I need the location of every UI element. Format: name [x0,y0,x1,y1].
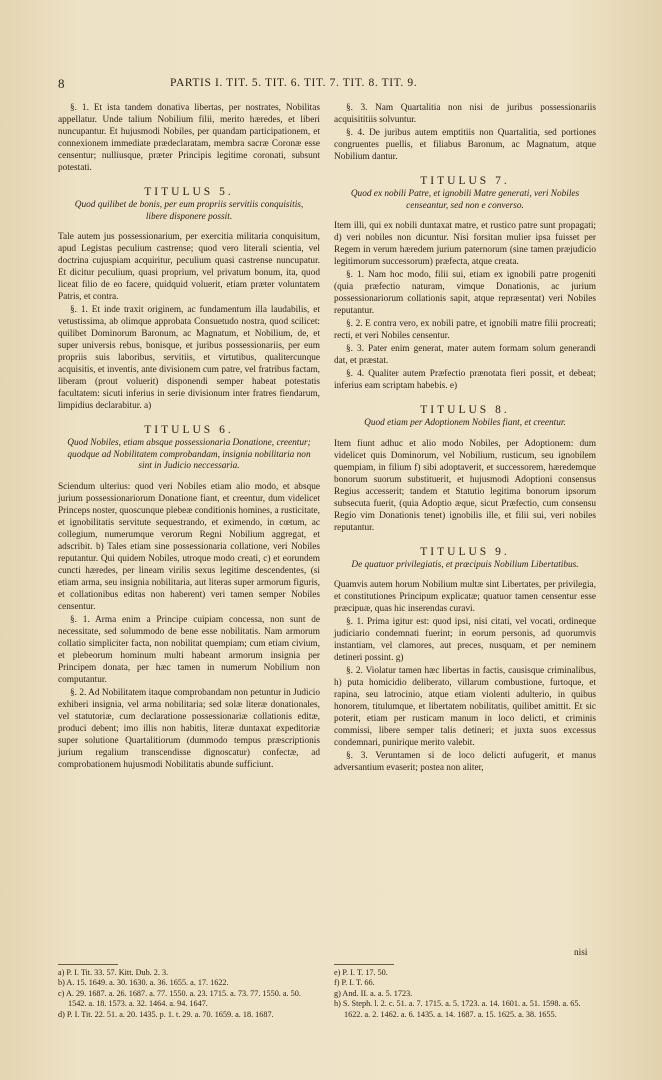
section-title: TITULUS 9. [420,545,510,558]
paragraph: §. 2. Violatur tamen hæc libertas in factis, causisque criminalibus, h) puta homicidio deliberato, villarum combustione, furtoque, et rapina, seu latrocinio, atque etiam violenti adulterio, in quibus honorem, titulumque, et libertatem nobilitatis, quilibet amittit. Et sic poterit, etiam per rusticam manum in loco delicti, et criminis commissi, libere semper talis detineri; et juxta suos excessus condemnari, punirique merito valebit. [334,666,596,748]
footnote: b) A. 15. 1649. a. 30. 1630. a. 36. 1655. a. 17. 1622. [58,978,229,988]
paragraph: Item illi, qui ex nobili duntaxat matre, et rustico patre sunt propagati; d) veri nobiles non dicuntur. Nisi forsitan mulier ipsa fuisset per Regem in verum hæredem jurium paternorum (sine tamen præjudicio legitimorum successorum) præfecta, atque creata. [334,221,596,267]
left-column [58,102,320,772]
footnote-rule [58,964,118,965]
paragraph: §. 1. Et ista tandem donativa libertas, per nostrates, Nobilitas appellatur. Unde talium Nobilium filii, merito hæredes, et liberi nuncupantur. Et hujusmodi Nobiles, per quandam participationem, et connexionem immediate prædeclaratam, membra sacræ Coronæ esse censentur; nulliusque, præter Principis legitime coronati, subsunt potestati. [58,103,320,173]
catchword: nisi [574,948,588,958]
page-number: 8 [58,76,65,91]
footnote: h) S. Steph. l. 2. c. 51. a. 7. 1715. a. 5. 1723. a. 14. 1601. a. 51. 1598. a. 65. 1622. a. 2. 1462. a. 6. 1435. a. 14. 1687. a. 15. 1625. a. 38. 1655. [334,999,581,1019]
paragraph: §. 2. E contra vero, ex nobili patre, et ignobili matre filii procreati; recti, et veri Nobiles censentur. [334,319,596,341]
running-head-title: PARTIS I. TIT. 5. TIT. 6. TIT. 7. TIT. 8. TIT. 9. [170,77,418,89]
paragraph: Quamvis autem horum Nobilium multæ sint Libertates, per privilegia, et constitutiones Principum explicatæ; quatuor tamen censentur esse præcipuæ, quas hic inserendas curavi. [334,580,596,614]
section-subtitle: Quod Nobiles, etiam absque possessionaria Donatione, creentur; quodque ad Nobilitatem comprobandam, insignia nobilitaria non sint in Judicio neccessaria. [67,438,311,471]
paragraph: §. 3. Nam Quartalitia non nisi de juribus possessionariis acquisititiis solvuntur. [334,103,596,125]
paragraph: Tale autem jus possessionarium, per exercitia militaria conquisitum, apud Legistas peculium castrense; quod vero literali scientia, vel doctrina cujuspiam acquiritur, peculium quasi castrense nuncupatur. Et dicitur peculium, quasi proprium, vel privatum bonum, ita, quod liceat filio de eo facere, quidquid voluerit, etiam præter voluntatem Patris, et contra. [58,232,320,302]
paragraph: §. 3. Veruntamen si de loco delicti aufugerit, et manus adversantium evaserit; postea non aliter, [334,751,596,773]
paragraph: §. 2. Ad Nobilitatem itaque comprobandam non petuntur in Judicio exhiberi insignia, vel arma nobilitaria; sed solæ literæ donationales, vel statutoriæ, cum declaratione possessionariæ collationis editæ, produci debent; imo illis non habitis, literæ duntaxat expeditoriæ super solutione Quartalitiorum (dummodo tempus præscriptionis jurium regalium transcendisse dignoscatur) confectæ, ad comprobationem hujusmodi Nobilitatis abunde sufficiunt. [58,687,320,770]
footnote: g) And. II. a. a. 5. 1723. [334,988,413,998]
running-head [0,76,662,96]
paragraph: §. 1. Nam hoc modo, filii sui, etiam ex ignobili patre progeniti (quia præfectio naturam, vimque Donationis, ac jurium possessionariorum collationis sapit, atque repræsentat) veri Nobiles reputantur. [334,270,596,316]
footnote: f) P. I. T. 66. [334,978,375,988]
footnote: c) A. 29. 1687. a. 26. 1687. a. 77. 1550. a. 23. 1715. a. 73. 77. 1550. a. 50. 1542. a. 18. 1573. a. 32. 1464. a. 94. 1647. [58,988,301,1009]
paragraph: §. 1. Et inde traxit originem, ac fundamentum illa laudabilis, et vetustissima, ab olimque approbata Consuetudo nostra, quod scilicet: quilibet Dominorum Baronum, ac Magnatum, et Nobilium, de, et super universis rebus, bonisque, et juribus possessionariis, per eum propriis suis laboribus, servitiis, et virtutibus, qualitercunque acquisitis, et inventis, ante divisionem cum patre, vel fratribus factam, liberam (prout voluerit) disponendi semper habeat potestatis facultatem: sicuti inferius in serie divisionum inter fratres fiendarum, limpidius declarabitur. a) [58,305,320,411]
paragraph: Sciendum ulterius: quod veri Nobiles etiam alio modo, et absque jurium possessionariorum Donatione fiant, et creentur, dum videlicet Princeps noster, quoscunque plebeæ conditionis homines, a rusticitate, et ignobilitatis servitute sequestrando, et eximendo, in cœtum, ac collegium, numerumque verorum Regni Nobilium aggregat, et adscribit. b) Tales etiam sine possessionaria collatione, veri Nobiles reputantur. Qui quidem Nobiles, utroque modo creati, c) et eorundem cuncti hæredes, per lineam virilis sexus legitime descendentes, (si etiam arma, seu insignia nobilitaria, aut literas super armorum figuris, et collationibus editas non haberent) veri tamen semper Nobiles censentur. [58,481,320,612]
paragraph: §. 4. De juribus autem emptitiis non Quartalitia, sed portiones congruentes puellis, et filiabus Baronum, ac Magnatum, atque Nobilium dantur. [334,128,596,162]
footnotes-left [58,968,320,1020]
section-title: TITULUS 5. [144,186,234,198]
footnotes-right [334,968,596,1020]
section-subtitle: Quod quilibet de bonis, per eum propriis servitiis conquisitis, libere disponere possit. [74,200,304,222]
footnote: a) P. I. Tit. 33. 57. Kitt. Dub. 2. 3. [58,968,169,977]
section-title: TITULUS 6. [144,424,234,436]
paragraph: §. 1. Prima igitur est: quod ipsi, nisi citati, vel vocati, ordineque judiciario condemnati fuerint; in eorum personis, ad quorumvis instantiam, vel clamores, aut preces, nusquam, et per neminem detineri possint. g) [334,617,596,663]
footnote: d) P. I. Tit. 22. 51. a. 20. 1435. p. 1. t. 29. a. 70. 1659. a. 18. 1687. [58,1009,274,1019]
footnote: e) P. I. T. 17. 50. [334,968,388,977]
paragraph: Item fiunt adhuc et alio modo Nobiles, per Adoptionem: dum videlicet quis Dominorum, vel Nobilium, rusticum, seu ignobilem quempiam, in filium f) sibi adoptaverit, et successorem, hæredemque bonorum suorum substituerit, et hujusmodi Adoptioni consensus Regius accesserit; tandem et Statutio legitima bonorum ipsorum subsecuta fuerit, (quia Adoptio æque, sicut Præfectio, cum consensu Regio vim Donationis tenet) ignobilis ille, et filii sui, veri nobiles reputantur. [334,438,596,533]
section-subtitle: Quod etiam per Adoptionem Nobiles fiant, et creentur. [364,418,566,428]
right-column [334,102,596,775]
section-subtitle: Quod ex nobili Patre, et ignobili Matre generati, veri Nobiles censeantur, sed non e converso. [350,189,580,211]
section-title: TITULUS 7. [420,175,510,187]
footnote-rule [334,964,394,965]
paragraph: §. 1. Arma enim a Principe cuipiam concessa, non sunt de necessitate, sed solummodo de bene esse nobilitatis. Nam armorum collatio simpliciter facta, non nobilitat quempiam; cum etiam civium, et plebeorum hominum multi habeant armorum insignia per Principem donata, per hæc tamen in numerum Nobilium non computantur. [58,614,320,685]
paragraph: §. 3. Pater enim generat, mater autem formam solum generandi dat, et præstat. [334,344,596,366]
section-title: TITULUS 8. [420,404,510,416]
paragraph: §. 4. Qualiter autem Præfectio prænotata fieri possit, et debeat; inferius eam scriptam habebis. e) [334,369,596,391]
section-subtitle: De quatuor privilegiatis, et præcipuis Nobilium Libertatibus. [351,559,579,570]
